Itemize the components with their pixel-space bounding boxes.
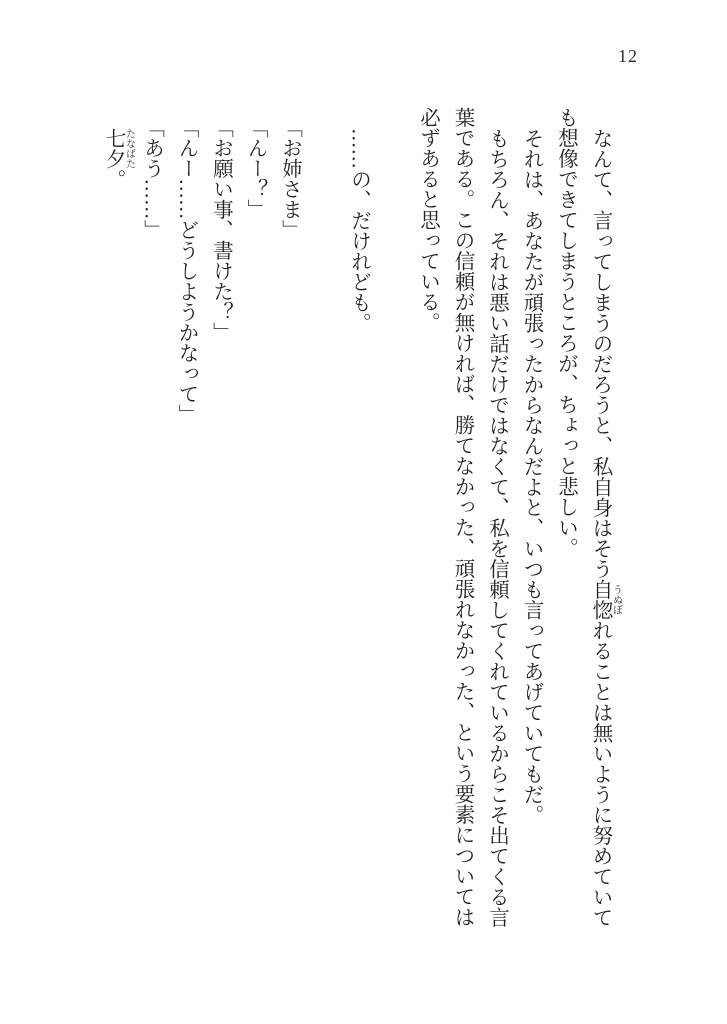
dialogue-line: 「お姉さま」 bbox=[278, 117, 301, 241]
paragraph-text: 。 bbox=[102, 168, 124, 189]
dialogue-line: 「んー……どうしようかなって」 bbox=[175, 117, 197, 425]
text-column-block bbox=[96, 107, 622, 931]
ruby-annotation: たなばた bbox=[123, 127, 135, 169]
paragraph-line: それは、あなたが頑張ったからなんだよと、いつも言ってあげていてもだ。 bbox=[520, 127, 542, 825]
page-number: 12 bbox=[618, 46, 638, 66]
blank-line bbox=[376, 107, 411, 931]
ruby-annotation: うぬぼ bbox=[610, 578, 622, 620]
paragraph-line bbox=[96, 107, 135, 931]
paragraph-line: もちろん、それは悪い話だけではなくて、私を信頼してくれているからこそ出てくる言葉である。この信頼が無ければ、勝てなかった、頑張れなかった、という要素については必ずあると思っている。 bbox=[416, 107, 508, 927]
dialogue-line: 「あう……」 bbox=[140, 117, 163, 241]
paragraph-line: ……の、だけれども。 bbox=[347, 127, 370, 333]
dialogue-line: 「んー？」 bbox=[244, 117, 266, 220]
ruby-base: 自惚 bbox=[589, 578, 611, 620]
paragraph-text: れることは無いように努めていても想像できてしまうところが、ちょっと悲しい。 bbox=[554, 107, 611, 927]
ruby-base: 七夕 bbox=[102, 127, 124, 169]
paragraph-text: なんて、言ってしまうのだろうと、私自身はそう bbox=[589, 127, 611, 579]
dialogue-line: 「お願い事、書けた？」 bbox=[209, 117, 232, 343]
paragraph-line bbox=[548, 107, 621, 931]
blank-line bbox=[307, 107, 342, 931]
ruby-word bbox=[589, 578, 622, 620]
ruby-word bbox=[102, 127, 135, 169]
